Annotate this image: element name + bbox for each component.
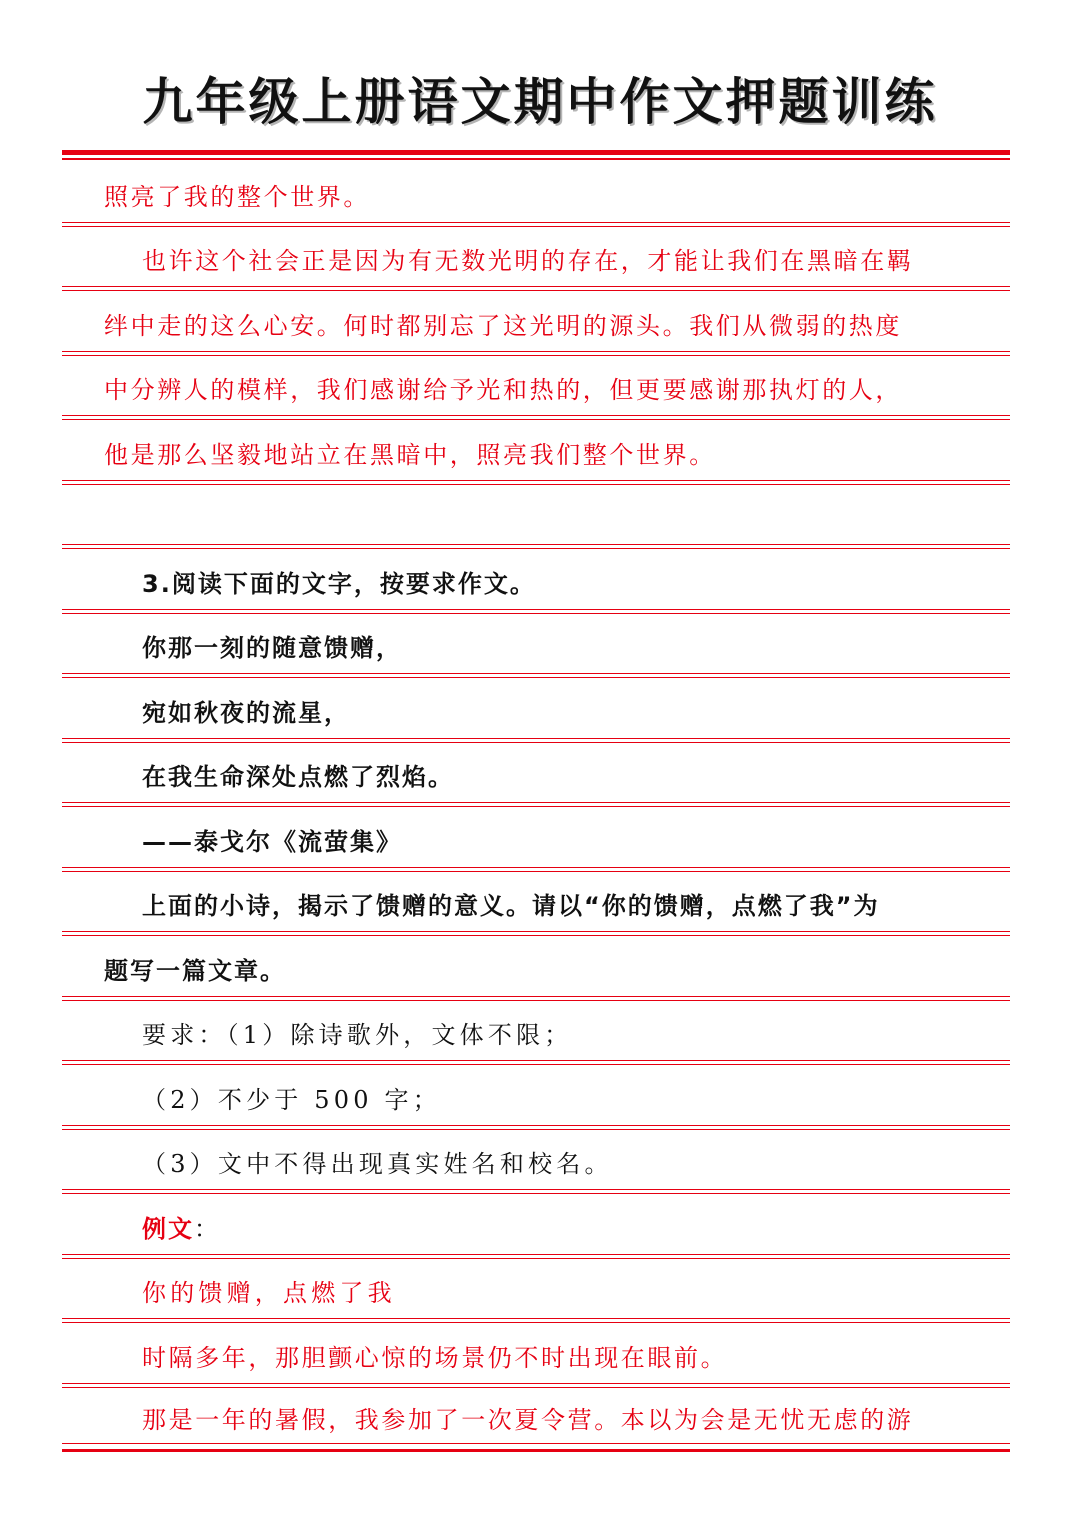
ruled-paper	[62, 162, 1010, 1452]
ruled-line	[62, 1259, 1010, 1324]
poem-line: 你那一刻的随意馈赠，	[142, 634, 402, 662]
ruled-line	[62, 549, 1010, 614]
poem-line: 宛如秋夜的流星，	[142, 698, 350, 727]
page-title: 九年级上册语文期中作文押题训练	[142, 73, 938, 131]
passage-line: 也许这个社会正是因为有无数光明的存在，才能让我们在黑暗在羁	[142, 247, 914, 275]
ruled-line	[62, 162, 1010, 227]
ruled-line	[62, 1130, 1010, 1195]
ruled-line-empty	[62, 485, 1010, 550]
example-label-row	[142, 1209, 221, 1244]
ruled-line	[62, 420, 1010, 485]
requirement-line: 要求：（1）除诗歌外，文体不限；	[142, 1021, 573, 1049]
ruled-line	[62, 614, 1010, 679]
ruled-line-last	[62, 1388, 1010, 1453]
ruled-line	[62, 872, 1010, 937]
ruled-line	[62, 1065, 1010, 1130]
example-line: 那是一年的暑假，我参加了一次夏令营。本以为会是无忧无虑的游	[142, 1406, 914, 1434]
instruction-line: 上面的小诗，揭示了馈赠的意义。请以“你的馈赠，点燃了我”为	[142, 892, 880, 920]
passage-line: 他是那么坚毅地站立在黑暗中，照亮我们整个世界。	[104, 440, 716, 469]
prompt-heading: 3.阅读下面的文字，按要求作文。	[142, 569, 536, 598]
example-label: 例文	[142, 1214, 194, 1243]
ruled-line	[62, 291, 1010, 356]
ruled-line	[62, 807, 1010, 872]
ruled-line	[62, 1323, 1010, 1388]
header-double-rule	[62, 150, 1010, 162]
example-title: 你的馈赠，点燃了我	[142, 1279, 396, 1307]
passage-line: 绊中走的这么心安。何时都别忘了这光明的源头。我们从微弱的热度	[104, 311, 902, 340]
ruled-line	[62, 936, 1010, 1001]
instruction-line: 题写一篇文章。	[104, 956, 286, 985]
passage-line: 照亮了我的整个世界。	[104, 182, 370, 211]
ruled-line	[62, 1194, 1010, 1259]
ruled-line	[62, 743, 1010, 808]
header-rule-thin	[62, 158, 1010, 160]
requirement-line: （2）不少于 500 字；	[142, 1085, 441, 1114]
header-rule-thick	[62, 150, 1010, 155]
ruled-line	[62, 678, 1010, 743]
ruled-line	[62, 227, 1010, 292]
example-label-colon: ：	[194, 1214, 221, 1243]
example-line: 时隔多年，那胆颤心惊的场景仍不时出现在眼前。	[142, 1343, 728, 1372]
poem-attribution: ——泰戈尔《流萤集》	[142, 827, 402, 856]
requirement-line: （3）文中不得出现真实姓名和校名。	[142, 1150, 613, 1178]
ruled-line	[62, 1001, 1010, 1066]
poem-line: 在我生命深处点燃了烈焰。	[142, 763, 454, 791]
ruled-line	[62, 356, 1010, 421]
passage-line: 中分辨人的模样，我们感谢给予光和热的，但更要感谢那执灯的人，	[104, 376, 902, 404]
